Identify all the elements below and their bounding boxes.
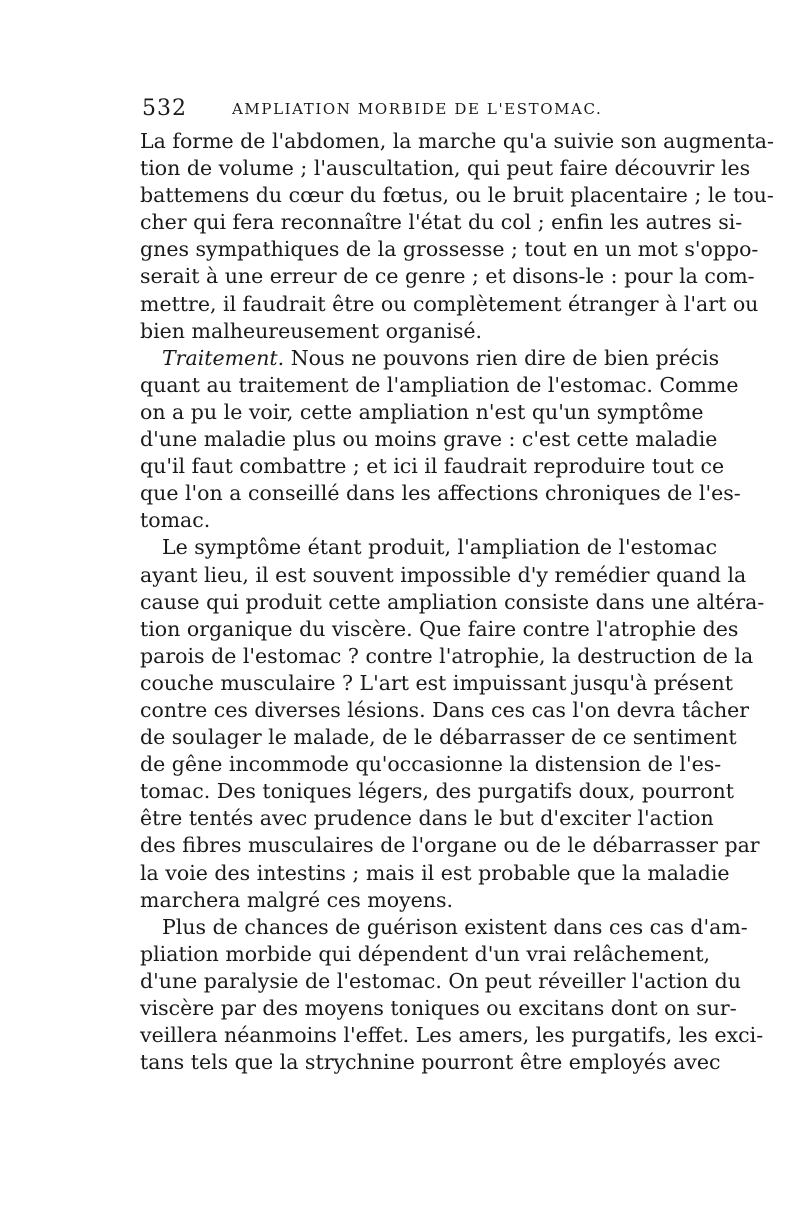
text-line: quant au traitement de l'ampliation de l'estomac. Comme	[140, 372, 739, 397]
text-line: marchera malgré ces moyens.	[140, 887, 453, 912]
text-line: gnes sympathiques de la grossesse ; tout en un mot s'oppo-	[140, 237, 759, 262]
text-line: battemens du cœur du fœtus, ou le bruit placentaire ; le tou-	[140, 183, 774, 208]
text-line: tion de volume ; l'auscultation, qui peut faire découvrir les	[140, 156, 751, 181]
text-line: La forme de l'abdomen, la marche qu'a suivie son augmenta-	[140, 129, 774, 153]
paragraph-first-line	[140, 345, 720, 372]
text-line: on a pu le voir, cette ampliation n'est qu'un symptôme	[140, 399, 704, 424]
text-line: veillera néanmoins l'effet. Les amers, les purgatifs, les exci-	[140, 1023, 764, 1048]
text-line: mettre, il faudrait être ou complètement étranger à l'art ou	[140, 291, 759, 316]
text-line: tans tels que la strychnine pourront être employés avec	[140, 1050, 721, 1075]
page-number: 532	[142, 96, 187, 121]
text-line: Le symptôme étant produit, l'ampliation de l'estomac	[162, 535, 718, 560]
text-line: ayant lieu, il est souvent impossible d'y remédier quand la	[140, 562, 747, 587]
text-line: couche musculaire ? L'art est impuissant jusqu'à présent	[140, 670, 733, 695]
text-line: cause qui produit cette ampliation consiste dans une altéra-	[140, 589, 765, 614]
text-line: être tentés avec prudence dans le but d'exciter l'action	[140, 806, 714, 831]
text-line: contre ces diverses lésions. Dans ces cas l'on devra tâcher	[140, 697, 750, 722]
text-line: Nous ne pouvons rien dire de bien précis	[290, 345, 720, 370]
text-line: tion organique du viscère. Que faire contre l'atrophie des	[140, 616, 739, 641]
text-line: cher qui fera reconnaître l'état du col ; enfin les autres si-	[140, 210, 743, 235]
text-line: de soulager le malade, de le débarrasser de ce sentiment	[140, 725, 737, 750]
section-heading: Traitement.	[162, 345, 285, 370]
running-head: AMPLIATION MORBIDE DE L'ESTOMAC.	[232, 100, 603, 118]
text-line: tomac. Des toniques légers, des purgatifs doux, pourront	[140, 779, 734, 804]
text-line: bien malheureusement organisé.	[140, 318, 483, 343]
text-line: Plus de chances de guérison existent dans ces cas d'am-	[162, 914, 748, 939]
text-line: d'une maladie plus ou moins grave : c'est cette maladie	[140, 427, 718, 452]
text-line: qu'il faut combattre ; et ici il faudrait reproduire tout ce	[140, 454, 725, 479]
text-line: pliation morbide qui dépendent d'un vrai relâchement,	[140, 941, 711, 966]
page-header	[140, 96, 670, 126]
text-line: d'une paralysie de l'estomac. On peut réveiller l'action du	[140, 968, 741, 993]
text-line: des fibres musculaires de l'organe ou de le débarrasser par	[140, 833, 760, 858]
text-line: de gêne incommode qu'occasionne la distension de l'es-	[140, 752, 722, 777]
text-line: viscère par des moyens toniques ou excitans dont on sur-	[140, 996, 737, 1020]
text-line: que l'on a conseillé dans les affections chroniques de l'es-	[140, 481, 741, 506]
text-line: parois de l'estomac ? contre l'atrophie, la destruction de la	[140, 643, 754, 668]
text-line: tomac.	[140, 508, 211, 533]
text-line: serait à une erreur de ce genre ; et disons-le : pour la com-	[140, 264, 755, 289]
body-text	[140, 128, 774, 1076]
text-line: la voie des intestins ; mais il est probable que la maladie	[140, 860, 730, 885]
